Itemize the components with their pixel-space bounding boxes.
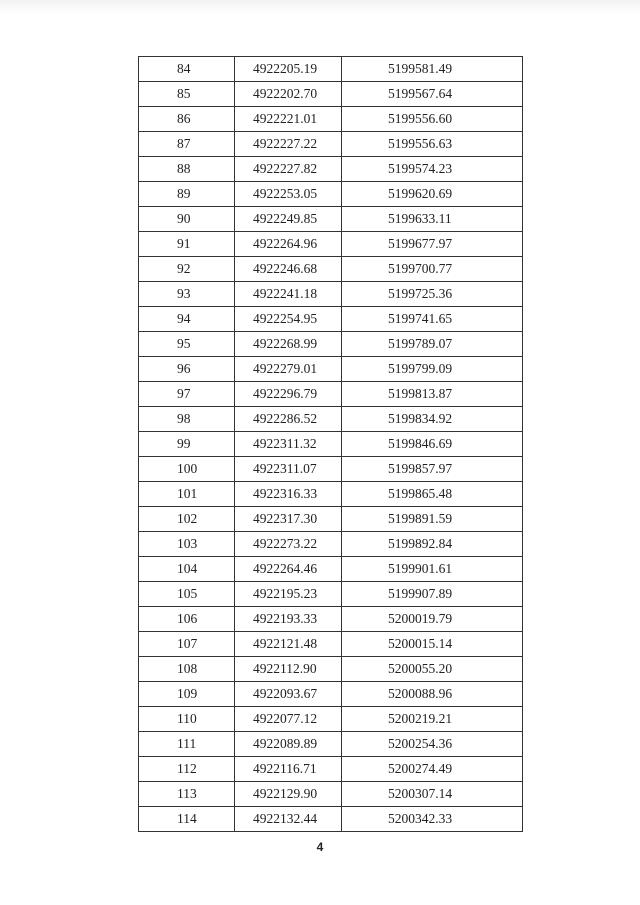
table-row	[139, 457, 523, 482]
point-number-cell: 88	[139, 157, 235, 182]
x-coordinate-cell: 4922264.96	[235, 232, 342, 257]
point-number-cell: 103	[139, 532, 235, 557]
coordinates-table-body	[139, 57, 523, 832]
table-row	[139, 57, 523, 82]
table-row	[139, 382, 523, 407]
y-coordinate-cell: 5199834.92	[342, 407, 523, 432]
point-number-cell: 86	[139, 107, 235, 132]
table-row	[139, 307, 523, 332]
table-row	[139, 682, 523, 707]
table-row	[139, 332, 523, 357]
x-coordinate-cell: 4922286.52	[235, 407, 342, 432]
y-coordinate-cell: 5199865.48	[342, 482, 523, 507]
x-coordinate-cell: 4922311.07	[235, 457, 342, 482]
x-coordinate-cell: 4922253.05	[235, 182, 342, 207]
x-coordinate-cell: 4922227.22	[235, 132, 342, 157]
x-coordinate-cell: 4922132.44	[235, 807, 342, 832]
y-coordinate-cell: 5199799.09	[342, 357, 523, 382]
x-coordinate-cell: 4922273.22	[235, 532, 342, 557]
point-number-cell: 97	[139, 382, 235, 407]
table-row	[139, 357, 523, 382]
table-row	[139, 532, 523, 557]
table-row	[139, 282, 523, 307]
page-number: 4	[316, 840, 324, 854]
y-coordinate-cell: 5200342.33	[342, 807, 523, 832]
y-coordinate-cell: 5199857.97	[342, 457, 523, 482]
table-row	[139, 557, 523, 582]
scan-edge	[0, 0, 640, 14]
point-number-cell: 107	[139, 632, 235, 657]
table-row	[139, 257, 523, 282]
table-row	[139, 582, 523, 607]
point-number-cell: 106	[139, 607, 235, 632]
y-coordinate-cell: 5199891.59	[342, 507, 523, 532]
table-row	[139, 182, 523, 207]
y-coordinate-cell: 5200055.20	[342, 657, 523, 682]
coordinates-table	[138, 56, 523, 832]
x-coordinate-cell: 4922205.19	[235, 57, 342, 82]
x-coordinate-cell: 4922268.99	[235, 332, 342, 357]
y-coordinate-cell: 5199677.97	[342, 232, 523, 257]
point-number-cell: 100	[139, 457, 235, 482]
point-number-cell: 84	[139, 57, 235, 82]
x-coordinate-cell: 4922193.33	[235, 607, 342, 632]
y-coordinate-cell: 5199846.69	[342, 432, 523, 457]
x-coordinate-cell: 4922246.68	[235, 257, 342, 282]
x-coordinate-cell: 4922241.18	[235, 282, 342, 307]
x-coordinate-cell: 4922129.90	[235, 782, 342, 807]
x-coordinate-cell: 4922317.30	[235, 507, 342, 532]
table-row	[139, 657, 523, 682]
y-coordinate-cell: 5199741.65	[342, 307, 523, 332]
x-coordinate-cell: 4922112.90	[235, 657, 342, 682]
x-coordinate-cell: 4922264.46	[235, 557, 342, 582]
point-number-cell: 112	[139, 757, 235, 782]
table-row	[139, 732, 523, 757]
x-coordinate-cell: 4922311.32	[235, 432, 342, 457]
y-coordinate-cell: 5199633.11	[342, 207, 523, 232]
point-number-cell: 104	[139, 557, 235, 582]
y-coordinate-cell: 5200219.21	[342, 707, 523, 732]
y-coordinate-cell: 5200088.96	[342, 682, 523, 707]
y-coordinate-cell: 5199725.36	[342, 282, 523, 307]
x-coordinate-cell: 4922221.01	[235, 107, 342, 132]
y-coordinate-cell: 5200015.14	[342, 632, 523, 657]
point-number-cell: 110	[139, 707, 235, 732]
table-row	[139, 107, 523, 132]
point-number-cell: 111	[139, 732, 235, 757]
x-coordinate-cell: 4922121.48	[235, 632, 342, 657]
x-coordinate-cell: 4922093.67	[235, 682, 342, 707]
point-number-cell: 94	[139, 307, 235, 332]
y-coordinate-cell: 5199789.07	[342, 332, 523, 357]
point-number-cell: 91	[139, 232, 235, 257]
y-coordinate-cell: 5199901.61	[342, 557, 523, 582]
x-coordinate-cell: 4922279.01	[235, 357, 342, 382]
point-number-cell: 93	[139, 282, 235, 307]
x-coordinate-cell: 4922195.23	[235, 582, 342, 607]
table-row	[139, 707, 523, 732]
y-coordinate-cell: 5199581.49	[342, 57, 523, 82]
point-number-cell: 92	[139, 257, 235, 282]
y-coordinate-cell: 5200254.36	[342, 732, 523, 757]
table-row	[139, 432, 523, 457]
x-coordinate-cell: 4922316.33	[235, 482, 342, 507]
x-coordinate-cell: 4922254.95	[235, 307, 342, 332]
table-row	[139, 207, 523, 232]
point-number-cell: 98	[139, 407, 235, 432]
x-coordinate-cell: 4922089.89	[235, 732, 342, 757]
table-row	[139, 157, 523, 182]
point-number-cell: 96	[139, 357, 235, 382]
y-coordinate-cell: 5199574.23	[342, 157, 523, 182]
point-number-cell: 95	[139, 332, 235, 357]
y-coordinate-cell: 5199907.89	[342, 582, 523, 607]
x-coordinate-cell: 4922249.85	[235, 207, 342, 232]
y-coordinate-cell: 5199620.69	[342, 182, 523, 207]
point-number-cell: 113	[139, 782, 235, 807]
x-coordinate-cell: 4922296.79	[235, 382, 342, 407]
point-number-cell: 85	[139, 82, 235, 107]
y-coordinate-cell: 5200274.49	[342, 757, 523, 782]
table-row	[139, 807, 523, 832]
x-coordinate-cell: 4922116.71	[235, 757, 342, 782]
table-row	[139, 132, 523, 157]
point-number-cell: 114	[139, 807, 235, 832]
y-coordinate-cell: 5199556.60	[342, 107, 523, 132]
point-number-cell: 101	[139, 482, 235, 507]
table-row	[139, 482, 523, 507]
y-coordinate-cell: 5199892.84	[342, 532, 523, 557]
table-row	[139, 232, 523, 257]
table-row	[139, 407, 523, 432]
point-number-cell: 102	[139, 507, 235, 532]
table-row	[139, 507, 523, 532]
x-coordinate-cell: 4922077.12	[235, 707, 342, 732]
table-row	[139, 757, 523, 782]
y-coordinate-cell: 5199556.63	[342, 132, 523, 157]
table-row	[139, 632, 523, 657]
y-coordinate-cell: 5199813.87	[342, 382, 523, 407]
y-coordinate-cell: 5199700.77	[342, 257, 523, 282]
x-coordinate-cell: 4922202.70	[235, 82, 342, 107]
table-row	[139, 782, 523, 807]
table-row	[139, 82, 523, 107]
point-number-cell: 99	[139, 432, 235, 457]
point-number-cell: 109	[139, 682, 235, 707]
point-number-cell: 87	[139, 132, 235, 157]
point-number-cell: 105	[139, 582, 235, 607]
point-number-cell: 89	[139, 182, 235, 207]
table-row	[139, 607, 523, 632]
y-coordinate-cell: 5200307.14	[342, 782, 523, 807]
point-number-cell: 108	[139, 657, 235, 682]
point-number-cell: 90	[139, 207, 235, 232]
y-coordinate-cell: 5200019.79	[342, 607, 523, 632]
y-coordinate-cell: 5199567.64	[342, 82, 523, 107]
x-coordinate-cell: 4922227.82	[235, 157, 342, 182]
